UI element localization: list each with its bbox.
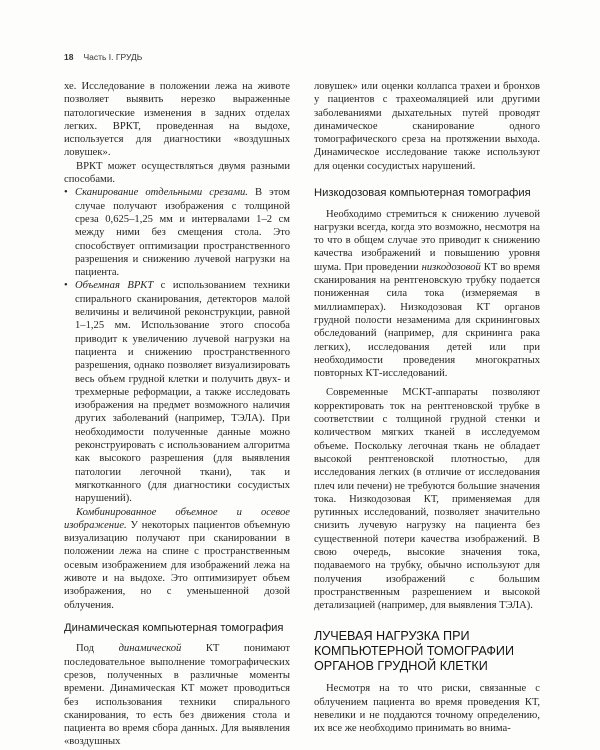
list-item xyxy=(64,186,290,279)
lowdose-paragraph-2: Современные МСКТ-аппараты позволяют корректировать ток на рентгеновской трубке в соответствии с толщиной грудной стенки и количеством мягких тканей в исследуемом объеме. Поскольку легочная ткань не обладает высокой рентгеновской плотностью, для исследования легких (в отличие от исследования плеч или печени) не требуются большие значения тока. Низкодозовая КТ, применяемая для рутинных исследований, позволяет значительно снизить лучевую нагрузку на пациента без существенной потери качества изображений. В свою очередь, высокие значения тока, подаваемого на трубку, обычно используют для получения изображений с большим пространственным разрешением и высокой детализацией (например, для выявления ТЭЛА). xyxy=(314,387,540,612)
dynamic-text: КТ понимают последовательное выполнение томографических срезов, полученных в различные моменты времени. Динамическая КТ может проводиться без использования техники спирального сканирования, то есть без движения стола и пациента во время сбора данных. Для выявления «воздушных xyxy=(64,643,290,748)
left-column xyxy=(64,80,290,749)
lowdose-paragraph-1 xyxy=(314,208,540,381)
combined-term: Комбинированное объемное и осевое изображение. xyxy=(64,506,290,531)
dynamic-ct-heading: Динамическая компьютерная томография xyxy=(64,621,284,634)
methods-intro-paragraph: ВРКТ может осуществляться двумя разными способами. xyxy=(64,160,290,186)
dynamic-ct-paragraph xyxy=(64,642,290,748)
combined-text: У некоторых пациентов объемную визуализацию получают при сканировании в положении лежа на спине с пространственным осевым изображением для изображений лежа на животе и на выдохе. Это оптимизирует объем изображения, но с уменьшенной дозой облучения. xyxy=(64,519,290,611)
dynamic-term: динамической xyxy=(118,643,182,655)
bullet-term: Объемная ВРКТ xyxy=(75,280,154,292)
intro-paragraph: хе. Исследование в положении лежа на животе позволяет выявить нерезко выраженные патологические изменения в задних отделах легких. ВРКТ, проведенная на выдохе, используется для диагностики «воздушных ловушек». xyxy=(64,81,290,159)
running-head xyxy=(64,52,142,62)
list-item xyxy=(64,279,290,505)
lowdose-post: КТ во время сканирования на рентгеновскую трубку подается пониженная сила тока (измеряемая в миллиамперах). Низкодозовая КТ органов грудной полости незаменима для скрининговых обследований (например, для скрининга рака легких), исследования детей или при необходимости проведения многократных повторных КТ-исследований. xyxy=(314,261,540,380)
radiation-paragraph: Несмотря на то что риски, связанные с облучением пациента во время проведения КТ, невелики и не поддаются точному определению, их все же необходимо принимать во внима- xyxy=(314,683,540,735)
bullet-term: Сканирование отдельными срезами. xyxy=(75,187,248,199)
section-title: Часть I. ГРУДЬ xyxy=(83,52,143,62)
right-column xyxy=(314,80,540,736)
lowdose-term: низкодозовой xyxy=(421,261,481,273)
radiation-dose-heading: ЛУЧЕВАЯ НАГРУЗКА ПРИ КОМПЬЮТЕРНОЙ ТОМОГРАФИИ ОРГАНОВ ГРУДНОЙ КЛЕТКИ xyxy=(314,629,514,674)
dynamic-pre: Под xyxy=(76,643,119,655)
bullet-text: В этом случае получают изображения с толщиной среза 0,625–1,25 мм и интервалами 1–2 см между ними без смещения стола. Это способствует оптимизации пространственного разрешения и снижению лучевой нагрузки на пациента. xyxy=(75,187,290,279)
methods-list xyxy=(64,186,290,505)
lowdose-pre: Необходимо стремиться к снижению лучевой нагрузки всегда, когда это возможно, несмотря на то что в общем случае это приводит к снижению качества изображений и повышению уровня шума. При проведении xyxy=(314,208,540,273)
combined-imaging-paragraph xyxy=(64,506,290,612)
page-number: 18 xyxy=(64,52,74,62)
bullet-text: с использованием техники спирального сканирования, детекторов малой величины и величиной реконструкции, равной 1–1,25 мм. Использование этого способа приводит к увеличению лучевой нагрузки на пациента и снижению пространственного разрешения, однако позволяет визуализировать весь объем грудной клетки и получить двух- и трехмерные реформации, а также исследовать изображения на предмет возможного наличия других заболеваний (например, ТЭЛА). При необходимости полученные данные можно реконструировать с использованием алгоритма как высокого разрешения (для выявления патологии легочной ткани), так и мягкотканного (для диагностики сосудистых нарушений). xyxy=(75,280,290,505)
lowdose-ct-heading: Низкодозовая компьютерная томография xyxy=(314,187,531,200)
continuation-paragraph: ловушек» или оценки коллапса трахеи и бронхов у пациентов с трахеомаляцией или другими заболеваниями дыхательных путей проводят динамическое сканирование одного томографического среза на протяжении выхода. Динамическое исследование также используют для оценки сосудистых нарушений. xyxy=(314,81,540,172)
